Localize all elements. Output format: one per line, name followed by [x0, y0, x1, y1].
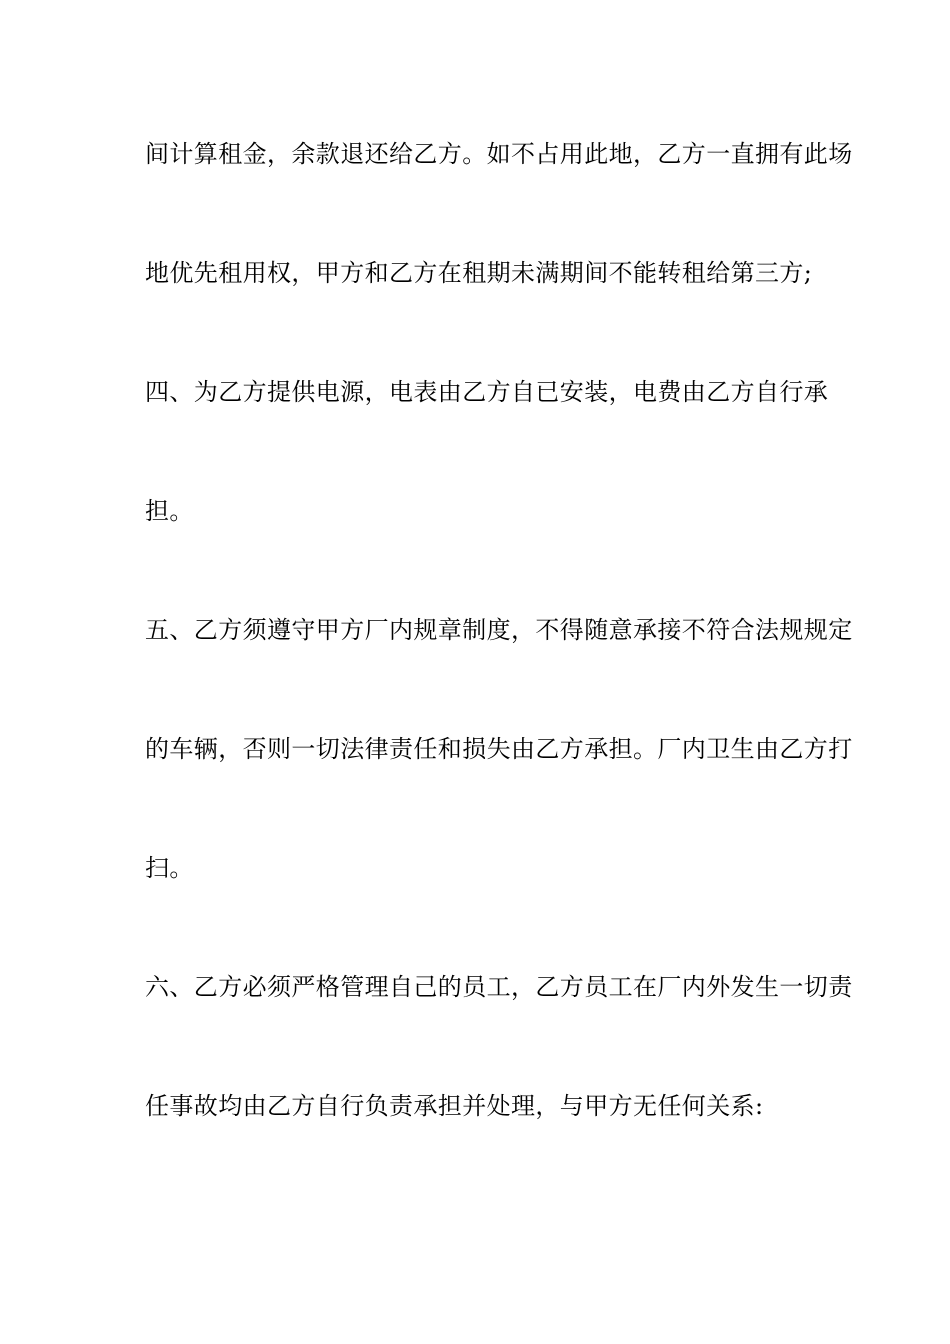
- text-line-6: 的车辆，否则一切法律责任和损失由乙方承担。厂内卫生由乙方打: [145, 735, 853, 763]
- text-line-1: 间计算租金，余款退还给乙方。如不占用此地，乙方一直拥有此场: [145, 140, 853, 168]
- text-line-9: 任事故均由乙方自行负责承担并处理，与甲方无任何关系:: [145, 1092, 764, 1120]
- text-line-5: 五、乙方须遵守甲方厂内规章制度，不得随意承接不符合法规规定: [145, 616, 853, 644]
- text-line-3: 四、为乙方提供电源，电表由乙方自已安装，电费由乙方自行承: [145, 378, 829, 406]
- text-line-7: 扫。: [145, 854, 194, 882]
- text-line-4: 担。: [145, 497, 194, 525]
- text-line-2: 地优先租用权，甲方和乙方在租期未满期间不能转租给第三方;: [145, 259, 813, 287]
- text-line-8: 六、乙方必须严格管理自己的员工，乙方员工在厂内外发生一切责: [145, 973, 853, 1001]
